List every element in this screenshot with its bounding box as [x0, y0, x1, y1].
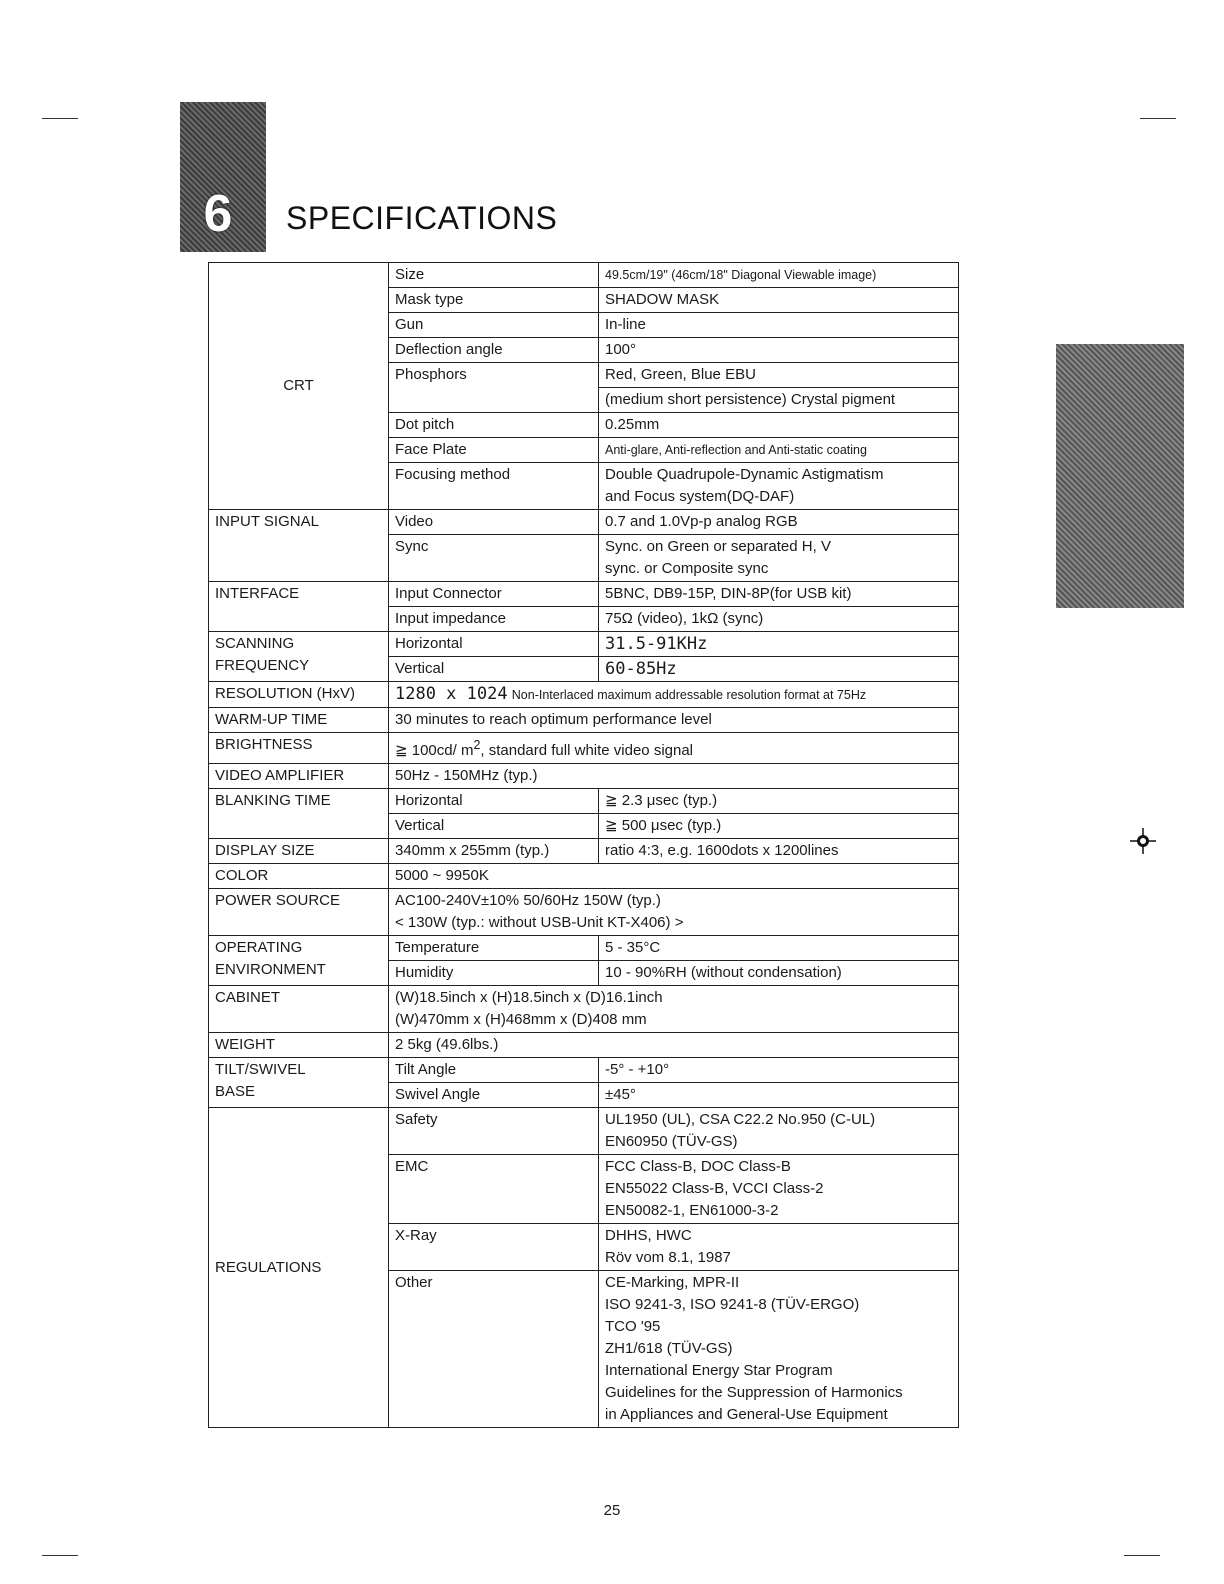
spec-value: 5 - 35°C: [599, 936, 959, 961]
category-cell: CRT: [209, 263, 389, 510]
spec-value: SHADOW MASK: [599, 288, 959, 313]
table-row: [209, 789, 959, 814]
spec-value: -5° - +10°: [599, 1058, 959, 1083]
spec-label: Focusing method: [389, 463, 599, 510]
spec-value: [599, 1224, 959, 1271]
brightness-prefix: ≧ 100cd/ m: [395, 742, 474, 759]
spec-value-line: sync. or Composite sync: [605, 560, 769, 577]
table-row: [209, 510, 959, 535]
spec-value: 0.7 and 1.0Vp-p analog RGB: [599, 510, 959, 535]
spec-value: ≧ 500 μsec (typ.): [599, 814, 959, 839]
side-thumb-tab: [1056, 344, 1184, 608]
spec-value: 75Ω (video), 1kΩ (sync): [599, 607, 959, 632]
category-line: ENVIRONMENT: [215, 961, 326, 978]
spec-value-line: EN60950 (TÜV-GS): [605, 1133, 738, 1150]
spec-value: [599, 1108, 959, 1155]
spec-value: In-line: [599, 313, 959, 338]
crop-mark: [42, 1555, 78, 1556]
spec-label: Input Connector: [389, 582, 599, 607]
spec-label: Horizontal: [389, 632, 599, 657]
category-cell: [209, 1058, 389, 1108]
registration-mark-icon: [1130, 828, 1156, 854]
spec-label: Mask type: [389, 288, 599, 313]
spec-value: 100°: [599, 338, 959, 363]
category-line: TILT/SWIVEL: [215, 1061, 306, 1078]
spec-value-line: Double Quadrupole-Dynamic Astigmatism: [605, 466, 884, 483]
category-cell: VIDEO AMPLIFIER: [209, 764, 389, 789]
spec-label: Vertical: [389, 814, 599, 839]
spec-value: ±45°: [599, 1083, 959, 1108]
spec-value: [599, 535, 959, 582]
spec-value: 30 minutes to reach optimum performance level: [389, 708, 959, 733]
spec-label: Safety: [389, 1108, 599, 1155]
table-row: [209, 632, 959, 657]
specifications-table: [208, 262, 959, 1428]
page-title: SPECIFICATIONS: [286, 200, 558, 236]
spec-value: 31.5-91KHz: [599, 632, 959, 657]
category-cell: WEIGHT: [209, 1033, 389, 1058]
crop-mark: [1124, 1555, 1160, 1556]
spec-label: Humidity: [389, 961, 599, 986]
category-cell: RESOLUTION (HxV): [209, 682, 389, 708]
table-row: [209, 764, 959, 789]
spec-label: Input impedance: [389, 607, 599, 632]
spec-label: Tilt Angle: [389, 1058, 599, 1083]
page-number: 25: [603, 1502, 621, 1519]
spec-value-line: (W)470mm x (H)468mm x (D)408 mm: [395, 1011, 647, 1028]
spec-value: [389, 889, 959, 936]
chapter-number: 6: [203, 185, 233, 243]
table-row: [209, 1108, 959, 1155]
spec-value-line: Guidelines for the Suppression of Harmonics: [605, 1384, 903, 1401]
table-row: [209, 733, 959, 764]
spec-label: Horizontal: [389, 789, 599, 814]
spec-value-line: International Energy Star Program: [605, 1362, 833, 1379]
spec-label: Other: [389, 1271, 599, 1428]
category-cell: INPUT SIGNAL: [209, 510, 389, 582]
spec-label: Sync: [389, 535, 599, 582]
spec-value: [389, 986, 959, 1033]
spec-value: 5000 ~ 9950K: [389, 864, 959, 889]
spec-value-line: EN55022 Class-B, VCCI Class-2: [605, 1180, 824, 1197]
spec-label: Vertical: [389, 657, 599, 682]
resolution-value: 1280 x 1024: [395, 684, 508, 704]
table-row: [209, 1033, 959, 1058]
brightness-sup: 2: [473, 738, 481, 752]
table-row: [209, 936, 959, 961]
spec-value: 2 5kg (49.6lbs.): [389, 1033, 959, 1058]
spec-label: Deflection angle: [389, 338, 599, 363]
category-line: BASE: [215, 1083, 256, 1100]
spec-value: 0.25mm: [599, 413, 959, 438]
spec-value-line: Sync. on Green or separated H, V: [605, 538, 831, 555]
crop-mark: [42, 118, 78, 119]
spec-label: Video: [389, 510, 599, 535]
spec-label: EMC: [389, 1155, 599, 1224]
spec-value: 10 - 90%RH (without condensation): [599, 961, 959, 986]
spec-label: Gun: [389, 313, 599, 338]
spec-value-line: and Focus system(DQ-DAF): [605, 488, 795, 505]
spec-value-line: < 130W (typ.: without USB-Unit KT-X406) >: [395, 914, 684, 931]
category-line: SCANNING: [215, 635, 295, 652]
category-cell: INTERFACE: [209, 582, 389, 632]
spec-value-line: UL1950 (UL), CSA C22.2 No.950 (C-UL): [605, 1111, 876, 1128]
spec-value: 5BNC, DB9-15P, DIN-8P(for USB kit): [599, 582, 959, 607]
spec-value: [389, 733, 959, 764]
spec-value-line: CE-Marking, MPR-II: [605, 1274, 740, 1291]
spec-label: Face Plate: [389, 438, 599, 463]
spec-value: 50Hz - 150MHz (typ.): [389, 764, 959, 789]
table-row: [209, 708, 959, 733]
spec-value: [599, 1155, 959, 1224]
category-cell: REGULATIONS: [209, 1108, 389, 1428]
table-row: [209, 582, 959, 607]
spec-value: 60-85Hz: [599, 657, 959, 682]
category-cell: BRIGHTNESS: [209, 733, 389, 764]
spec-value-line: ISO 9241-3, ISO 9241-8 (TÜV-ERGO): [605, 1296, 860, 1313]
spec-value: [389, 682, 959, 708]
category-cell: [209, 936, 389, 986]
spec-value: (medium short persistence) Crystal pigment: [599, 388, 959, 413]
spec-value-line: in Appliances and General-Use Equipment: [605, 1406, 888, 1423]
spec-value-line: Röv vom 8.1, 1987: [605, 1249, 731, 1266]
spec-value-line: ZH1/618 (TÜV-GS): [605, 1340, 733, 1357]
spec-value: ratio 4:3, e.g. 1600dots x 1200lines: [599, 839, 959, 864]
category-cell: DISPLAY SIZE: [209, 839, 389, 864]
spec-value-line: AC100-240V±10% 50/60Hz 150W (typ.): [395, 892, 661, 909]
table-row: [209, 1058, 959, 1083]
brightness-suffix: , standard full white video signal: [480, 742, 694, 759]
spec-value-line: TCO '95: [605, 1318, 661, 1335]
resolution-note: Non-Interlaced maximum addressable resolution format at 75Hz: [511, 688, 867, 702]
spec-label: Dot pitch: [389, 413, 599, 438]
spec-label: Phosphors: [389, 363, 599, 413]
spec-value: Anti-glare, Anti-reflection and Anti-static coating: [599, 438, 959, 463]
spec-value: [599, 463, 959, 510]
spec-value: 49.5cm/19" (46cm/18" Diagonal Viewable image): [599, 263, 959, 288]
spec-label: X-Ray: [389, 1224, 599, 1271]
spec-label: Temperature: [389, 936, 599, 961]
spec-value: ≧ 2.3 μsec (typ.): [599, 789, 959, 814]
spec-value: 340mm x 255mm (typ.): [389, 839, 599, 864]
spec-label: Size: [389, 263, 599, 288]
table-row: [209, 682, 959, 708]
table-row: [209, 889, 959, 936]
table-row: [209, 986, 959, 1033]
table-row: [209, 839, 959, 864]
table-row: [209, 864, 959, 889]
table-row: [209, 263, 959, 288]
category-line: FREQUENCY: [215, 657, 310, 674]
category-cell: [209, 632, 389, 682]
category-cell: BLANKING TIME: [209, 789, 389, 839]
spec-value: Red, Green, Blue EBU: [599, 363, 959, 388]
crop-mark: [1140, 118, 1176, 119]
category-cell: WARM-UP TIME: [209, 708, 389, 733]
spec-value-line: DHHS, HWC: [605, 1227, 692, 1244]
category-cell: POWER SOURCE: [209, 889, 389, 936]
category-cell: COLOR: [209, 864, 389, 889]
spec-value-line: (W)18.5inch x (H)18.5inch x (D)16.1inch: [395, 989, 663, 1006]
spec-value-line: FCC Class-B, DOC Class-B: [605, 1158, 791, 1175]
category-cell: CABINET: [209, 986, 389, 1033]
spec-value-line: EN50082-1, EN61000-3-2: [605, 1202, 779, 1219]
category-line: OPERATING: [215, 939, 303, 956]
spec-label: Swivel Angle: [389, 1083, 599, 1108]
spec-value: [599, 1271, 959, 1428]
